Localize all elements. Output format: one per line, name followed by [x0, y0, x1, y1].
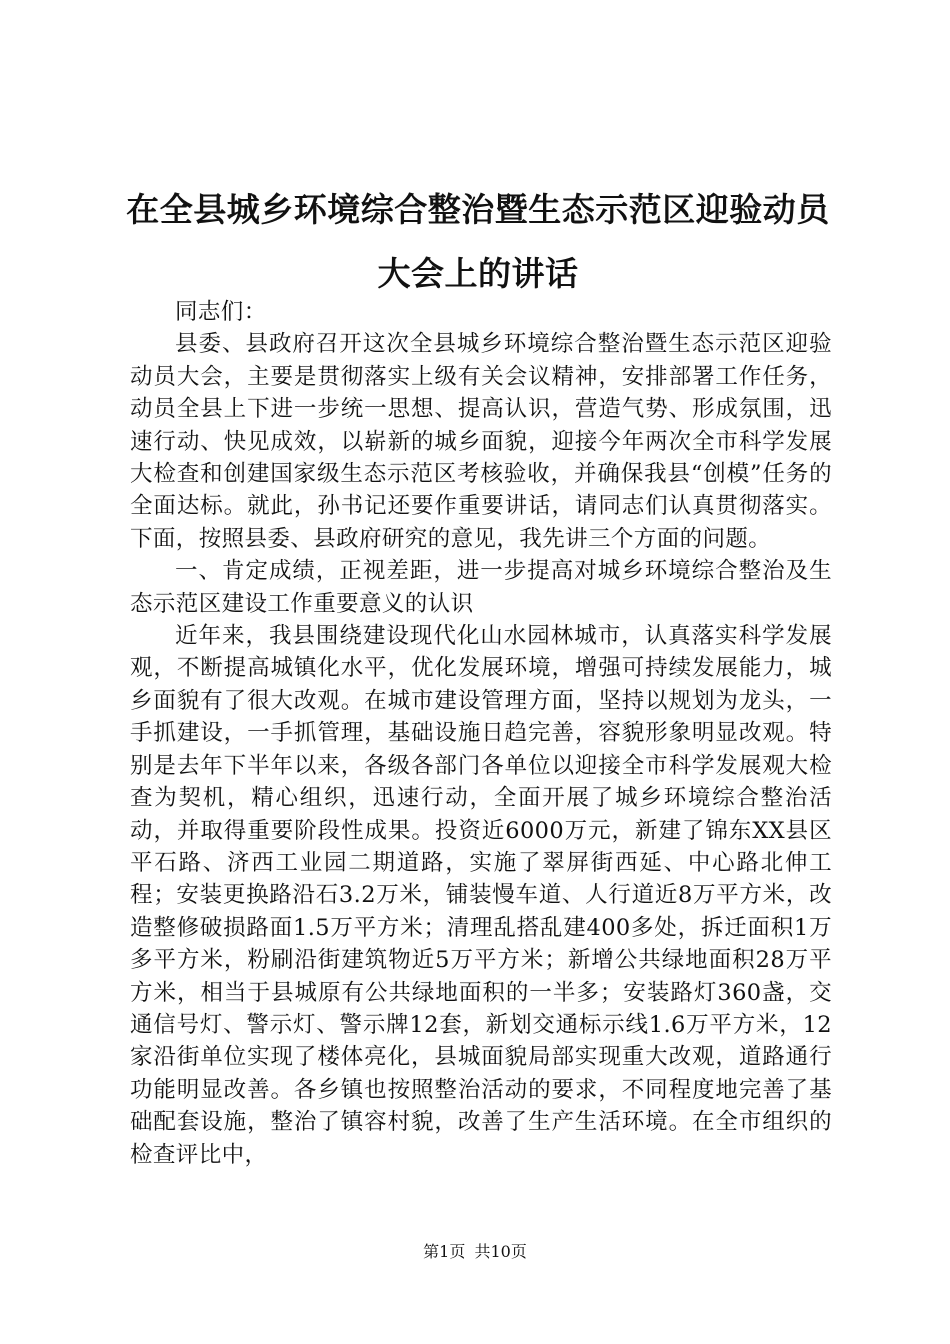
salutation: 同志们：: [175, 299, 267, 325]
paragraph-intro: 县委、县政府召开这次全县城乡环境综合整治暨生态示范区迎验动员大会，主要是贯彻落实上级有关会议精神，安排部署工作任务，动员全县上下进一步统一思想、提高认识，营造气势、形成氛围，迅速行动、快见成效，以崭新的城乡面貌，迎接今年两次全市科学发展大检查和创建国家级生态示范区考核验收，并确保我县“创模”任务的全面达标。就此，孙书记还要作重要讲话，请同志们认真贯彻落实。下面，按照县委、县政府研究的意见，我先讲三个方面的问题。: [130, 331, 832, 552]
document-title: 在全县城乡环境综合整治暨生态示范区迎验动员大会上的讲话: [126, 190, 830, 293]
page-total: 共10页: [474, 1242, 527, 1261]
document-body: [130, 296, 832, 1171]
page-footer: [0, 1240, 950, 1264]
section-heading-one: 一、肯定成绩，正视差距，进一步提高对城乡环境综合整治及生态示范区建设工作重要意义的认识: [130, 558, 832, 617]
page-number: 第1页: [423, 1242, 466, 1261]
paragraph-achievements: 近年来，我县围绕建设现代化山水园林城市，认真落实科学发展观，不断提高城镇化水平，优化发展环境，增强可持续发展能力，城乡面貌有了很大改观。在城市建设管理方面，坚持以规划为龙头，一手抓建设，一手抓管理，基础设施日趋完善，容貌形象明显改观。特别是去年下半年以来，各级各部门各单位以迎接全市科学发展观大检查为契机，精心组织，迅速行动，全面开展了城乡环境综合整治活动，并取得重要阶段性成果。投资近6000万元，新建了锦东XX县区平石路、济西工业园二期道路，实施了翠屏街西延、中心路北伸工程；安装更换路沿石3.2万米，铺装慢车道、人行道近8万平方米，改造整修破损路面1.5万平方米；清理乱搭乱建400多处，拆迁面积1万多平方米，粉刷沿街建筑物近5万平方米；新增公共绿地面积28万平方米，相当于县城原有公共绿地面积的一半多；安装路灯360盏，交通信号灯、警示灯、警示牌12套，新划交通标示线1.6万平方米，12家沿街单位实现了楼体亮化，县城面貌局部实现重大改观，道路通行功能明显改善。各乡镇也按照整治活动的要求，不同程度地完善了基础配套设施，整治了镇容村貌，改善了生产生活环境。在全市组织的检查评比中，: [130, 623, 832, 1168]
